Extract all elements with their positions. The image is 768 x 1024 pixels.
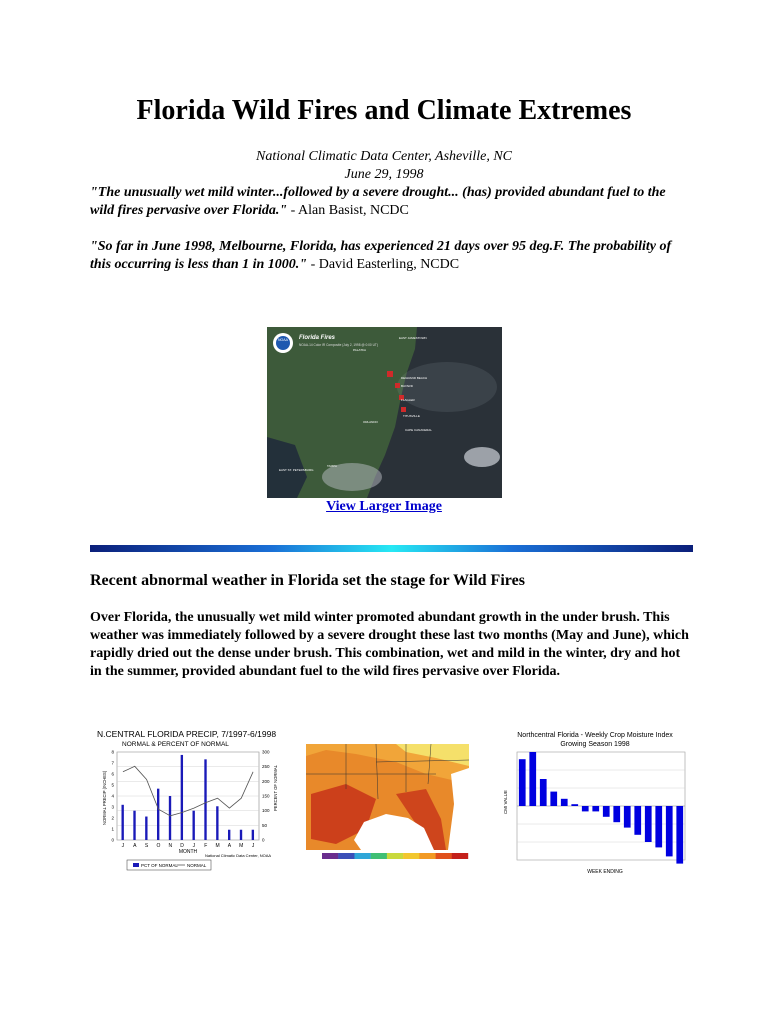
place-label: EAST JAMESTOWN: [399, 336, 427, 340]
precip-bar: [145, 817, 147, 840]
precip-y2-tick-label: 150: [262, 793, 270, 799]
quote-easterling-author: - David Easterling, NCDC: [307, 257, 460, 272]
precip-x-tick-label: D: [180, 843, 184, 849]
precip-bar: [157, 789, 159, 840]
cmi-bar: [655, 806, 662, 847]
precip-chart-subtitle: NORMAL & PERCENT OF NORMAL: [122, 741, 229, 748]
satellite-subtitle: NOAA-14 Color IR Composite (July 2, 1998 @ 0:00 UT): [299, 343, 378, 347]
precip-bar: [192, 811, 194, 840]
quote-basist-author: - Alan Basist, NCDC: [287, 203, 409, 218]
precip-x-tick-label: F: [204, 843, 208, 849]
place-label: ORLANDO: [363, 420, 378, 424]
legend-swatch-pct: [133, 863, 139, 867]
section-heading: Recent abnormal weather in Florida set the stage for Wild Fires: [90, 572, 525, 589]
precip-x-tick-label: J: [192, 843, 196, 849]
satellite-title: Florida Fires: [299, 335, 336, 341]
fire-marker: [395, 383, 400, 388]
cmi-bar: [634, 806, 641, 835]
precip-y2-tick-label: 300: [262, 749, 270, 755]
color-scale-swatch: [338, 853, 354, 859]
precip-x-tick-label: M: [215, 843, 220, 849]
cmi-bar: [540, 779, 547, 806]
cmi-bar: [561, 799, 568, 806]
precip-y-tick-label: 0: [111, 837, 114, 843]
cmi-bar: [603, 806, 610, 817]
section-paragraph: Over Florida, the unusually wet mild winter promoted abundant growth in the under brush. This weather was immediately followed by a severe drought these last two months (May and June), which rapidly dried out the dense under brush. This combination, wet and mild in the winter, dry and hot in the summer, provided abundant fuel to the wild fires pervasive over Florida.: [90, 610, 689, 679]
satellite-fire-image[interactable]: [267, 327, 502, 498]
crop-moisture-chart[interactable]: [495, 728, 695, 878]
color-scale-swatch: [387, 853, 403, 859]
precip-y2-tick-label: 200: [262, 778, 270, 784]
place-label: FLAGLER: [401, 398, 415, 402]
precip-y2-tick-label: 100: [262, 808, 270, 814]
precip-x-tick-label: M: [239, 843, 244, 849]
cmi-bar: [676, 806, 683, 864]
place-label: TAMPA: [327, 464, 337, 468]
cmi-x-axis-label: WEEK ENDING: [587, 869, 623, 875]
precip-x-tick-label: A: [133, 843, 137, 849]
temperature-anomaly-map[interactable]: [306, 744, 469, 862]
precip-y-tick-label: 1: [111, 826, 114, 832]
precip-x-tick-label: N: [168, 843, 173, 849]
quote-easterling: [90, 238, 690, 274]
precip-bar: [240, 830, 242, 840]
byline-organization: National Climatic Data Center, Asheville, NC: [255, 149, 512, 164]
place-label: CAPE CANAVERAL: [405, 428, 432, 432]
precip-y-tick-label: 8: [111, 749, 114, 755]
precip-y2-axis-label: PERCENT OF NORMAL: [273, 765, 278, 811]
precip-bar: [181, 755, 183, 840]
precip-bar: [252, 830, 254, 840]
precip-x-tick-label: A: [227, 843, 232, 849]
precip-source-label: National Climatic Data Center, NOAA: [205, 853, 272, 858]
legend-label-normal: NORMAL: [187, 863, 207, 868]
cmi-bar: [519, 759, 526, 806]
gradient-divider: [90, 545, 693, 552]
page-title: Florida Wild Fires and Climate Extremes: [136, 95, 632, 126]
precip-bar: [121, 805, 123, 840]
cmi-bar: [592, 806, 599, 811]
place-label: TITUSVILLE: [403, 414, 420, 418]
cmi-bar: [624, 806, 631, 828]
precip-gridlines: [117, 752, 259, 840]
precip-x-tick-label: S: [144, 843, 149, 849]
cmi-bar: [529, 752, 536, 806]
precip-x-tick-label: O: [156, 843, 161, 849]
quote-basist: [90, 184, 690, 220]
precip-y-tick-label: 3: [111, 804, 114, 810]
precip-chart[interactable]: [95, 727, 295, 877]
color-scale-swatch: [403, 853, 419, 859]
color-scale-swatch: [452, 853, 468, 859]
precip-y-tick-label: 7: [111, 760, 114, 766]
legend-label-pct: PCT OF NORMAL: [141, 863, 178, 868]
view-larger-image-link[interactable]: View Larger Image: [326, 499, 442, 514]
precip-y-axis-label: NORMAL PRECIP (INCHES): [102, 770, 107, 825]
precip-y2-tick-label: 50: [262, 822, 268, 828]
color-scale-swatch: [371, 853, 387, 859]
noaa-logo-text: NOAA: [278, 338, 288, 342]
color-scale-swatch: [419, 853, 435, 859]
cmi-bar: [571, 804, 578, 806]
precip-bar: [169, 796, 171, 840]
map-color-scale: [322, 853, 468, 859]
precip-bars: [121, 755, 254, 840]
quote-easterling-text: "So far in June 1998, Melbourne, Florida, has experienced 21 days over 95 deg.F. The probability of this occurring is less than 1 in 1000.": [90, 239, 672, 272]
precip-bar: [133, 811, 135, 840]
cmi-bar: [582, 806, 589, 811]
color-scale-swatch: [436, 853, 452, 859]
place-label: BAYARD: [401, 384, 413, 388]
precip-y2-tick-label: 250: [262, 764, 270, 770]
cmi-bar: [550, 792, 557, 806]
cmi-bar: [613, 806, 620, 822]
precip-bar: [216, 806, 218, 840]
precip-y2-tick-label: 0: [262, 837, 265, 843]
cmi-bars: [519, 752, 683, 864]
precip-normal-line: [123, 766, 253, 816]
color-scale-swatch: [322, 853, 338, 859]
precip-normal-series-line: [123, 766, 253, 816]
color-scale-swatch: [354, 853, 370, 859]
fire-marker: [401, 407, 406, 412]
precip-x-tick-label: J: [251, 843, 255, 849]
place-label: DEGRAND BEACH: [401, 376, 428, 380]
cmi-bar: [666, 806, 673, 856]
precip-chart-title: N.CENTRAL FLORIDA PRECIP, 7/1997-6/1998: [97, 729, 277, 739]
precip-x-axis-label: MONTH: [178, 849, 198, 855]
precip-bar: [204, 759, 206, 840]
precip-x-tick-label: J: [121, 843, 125, 849]
place-label: PALATKA: [353, 348, 367, 352]
precip-y-tick-label: 2: [111, 815, 114, 821]
cmi-chart-title: Northcentral Florida - Weekly Crop Moisture Index: [517, 732, 673, 739]
byline-date: June 29, 1998: [344, 167, 424, 182]
precip-y-tick-label: 6: [111, 771, 114, 777]
precip-y-tick-label: 5: [111, 782, 114, 788]
fire-marker: [387, 371, 393, 377]
cmi-chart-subtitle: Growing Season 1998: [560, 741, 630, 748]
cmi-y-axis-label: CMI VALUE: [503, 790, 508, 814]
quote-basist-text: "The unusually wet mild winter...followed by a severe drought... (has) provided abundant fuel to the wild fires pervasive over Florida.": [90, 185, 666, 218]
cmi-bar: [645, 806, 652, 842]
place-label: EAST ST. PETERSBURG: [279, 468, 314, 472]
precip-y-tick-label: 4: [111, 793, 114, 799]
precip-bar: [228, 830, 230, 840]
cloud-cluster: [464, 447, 500, 467]
